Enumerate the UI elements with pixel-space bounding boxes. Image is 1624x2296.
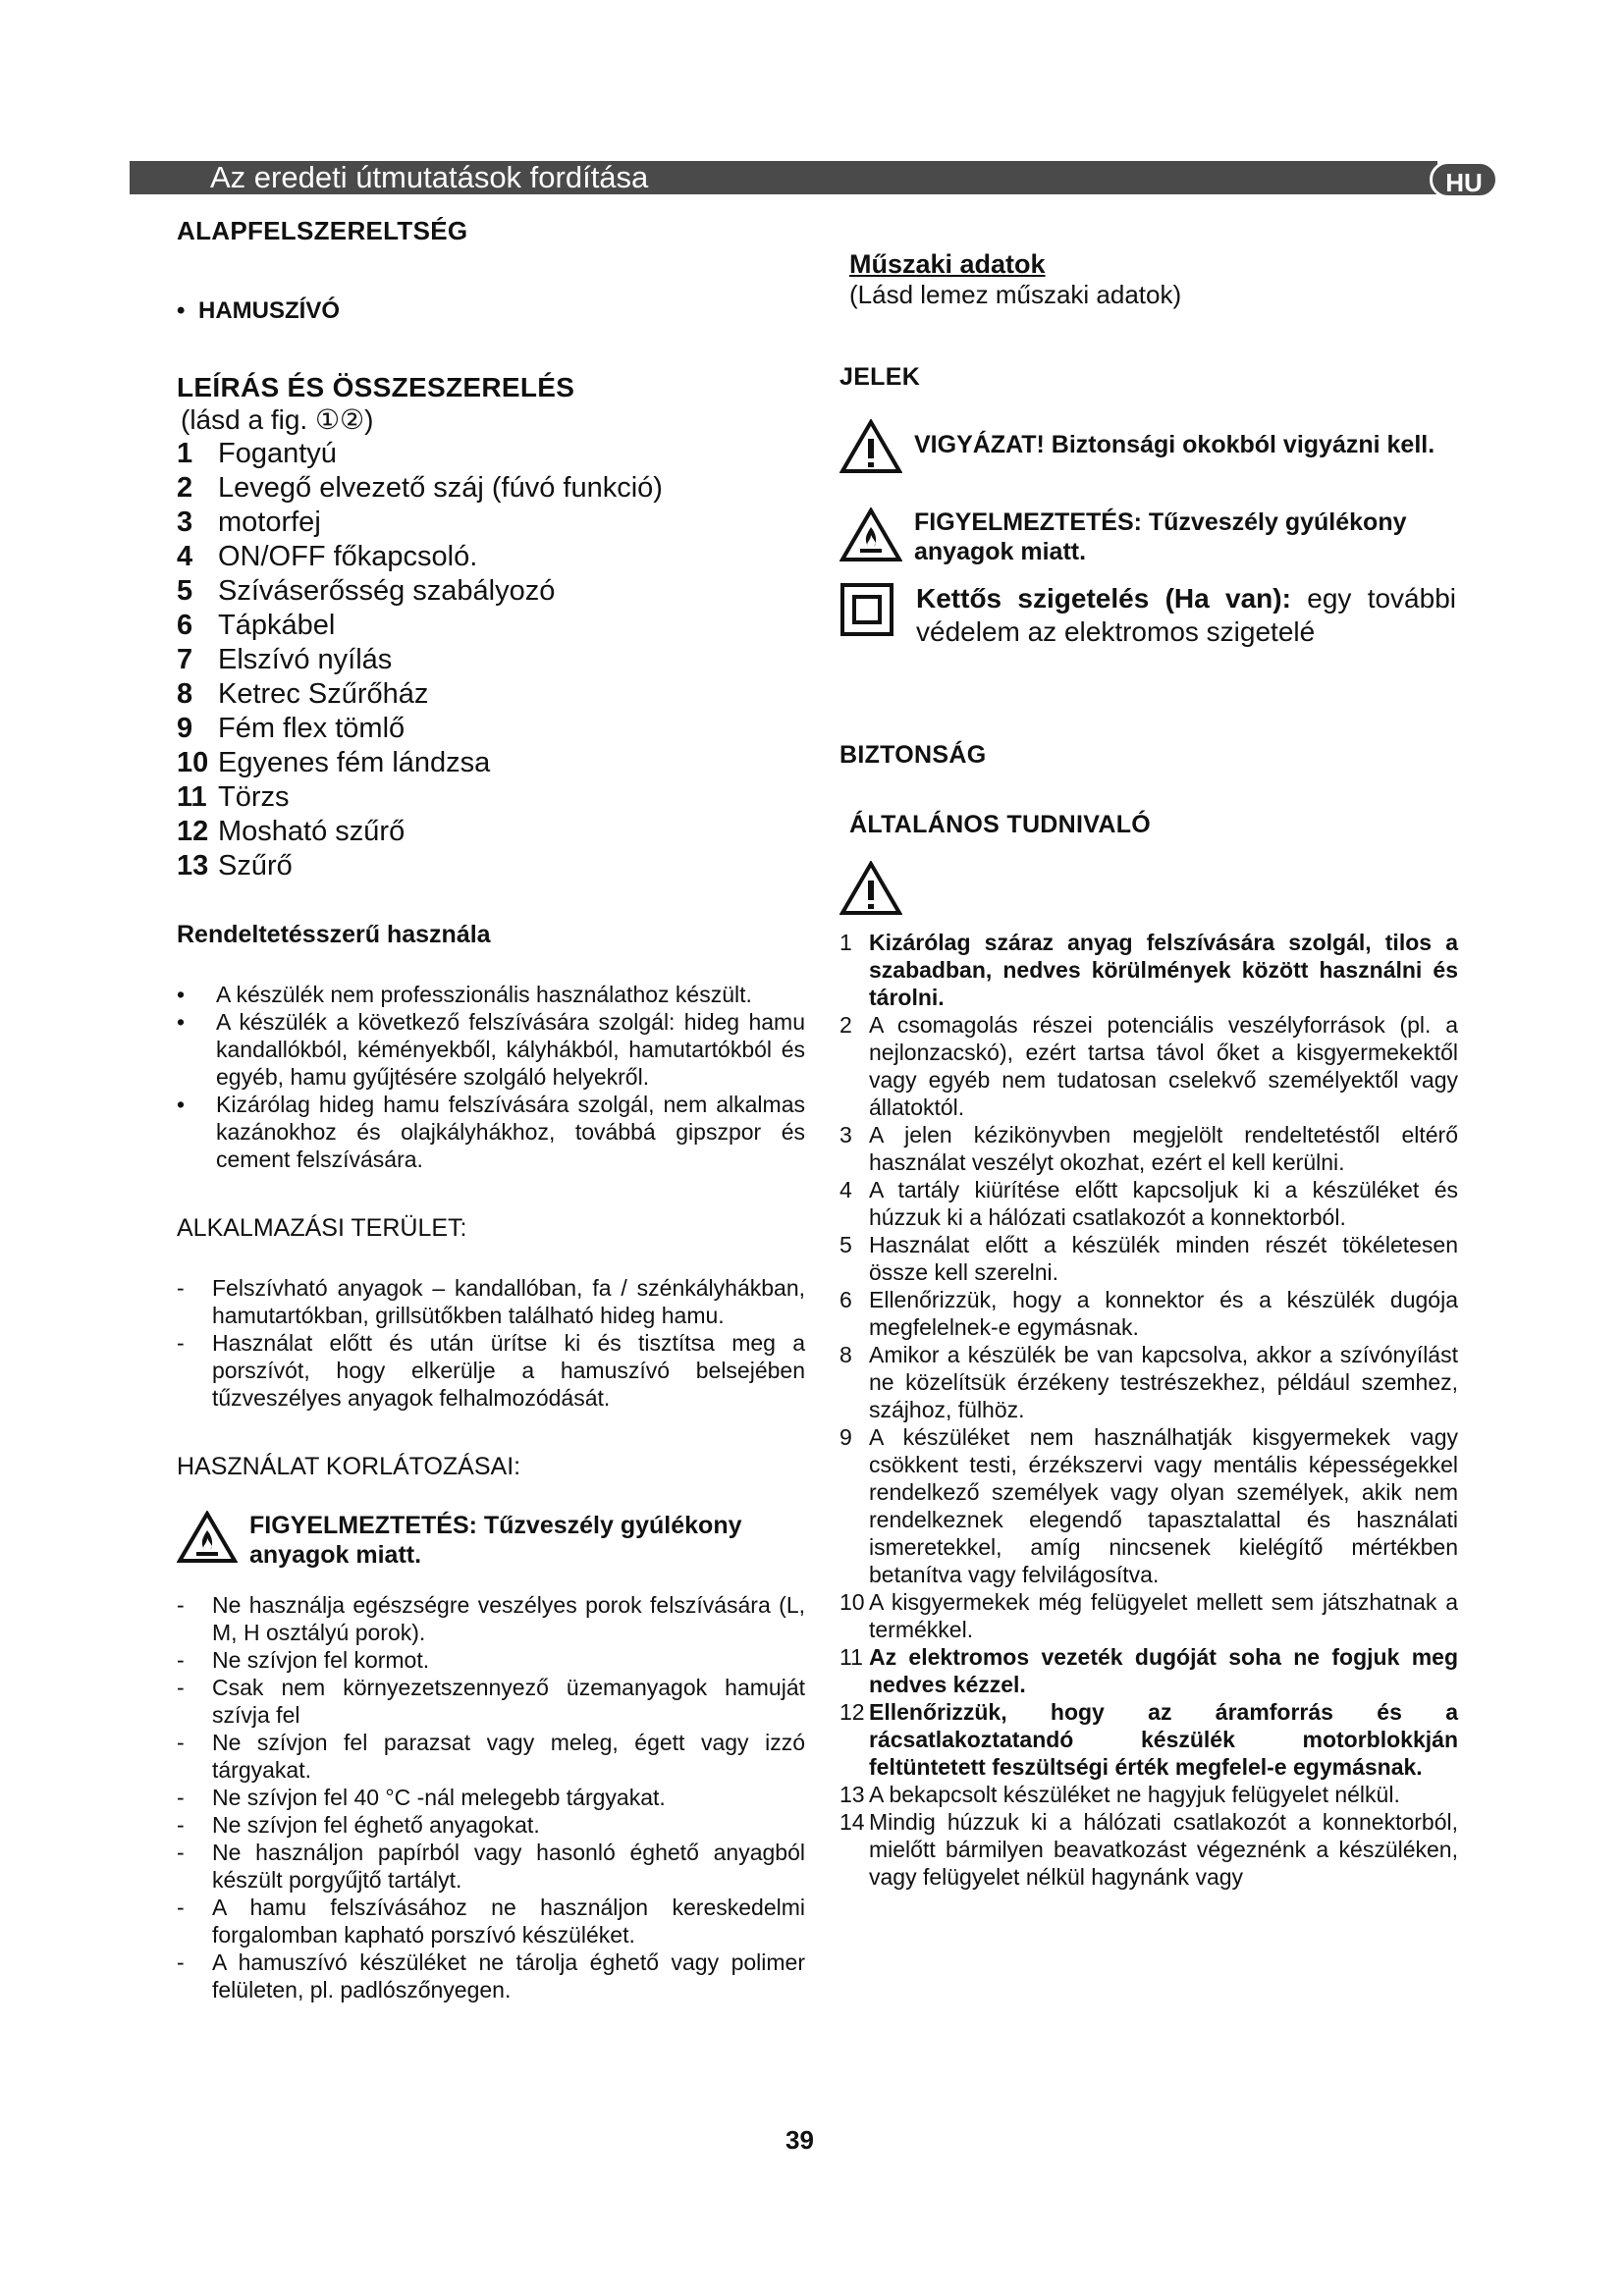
safety-item-text: Ellenőrizzük, hogy a konnektor és a készülék dugója megfelelnek-e egymásnak. (869, 1287, 1458, 1340)
safety-item-text: A bekapcsolt készüléket ne hagyjuk felügyelet nélkül. (869, 1782, 1400, 1807)
part-label: Mosható szűrő (218, 816, 406, 847)
fire-symbol-icon (839, 507, 902, 562)
safety-item-text: Az elektromos vezeték dugóját soha ne fogjuk meg nedves kézzel. (869, 1644, 1458, 1697)
part-label: Törzs (218, 781, 290, 813)
safety-item-text: Amikor a készülék be van kapcsolva, akkor a szívónyílást ne közelítsük érzékeny testrészekhez, például szemhez, szájhoz, fülhöz. (869, 1342, 1458, 1422)
part-label: Elszívó nyílás (218, 644, 393, 675)
part-item (177, 849, 805, 883)
safety-item (839, 1698, 1458, 1781)
part-item (177, 574, 805, 609)
symbols-heading: JELEK (839, 363, 921, 391)
header-title: Az eredeti útmutatások fordítása (210, 160, 649, 194)
safety-item-number: 9 (839, 1424, 852, 1450)
safety-item (839, 1808, 1458, 1891)
fire-warning-icon (177, 1511, 238, 1564)
safety-item (839, 1341, 1458, 1423)
part-item (177, 780, 805, 815)
part-item (177, 437, 805, 471)
part-label: Fém flex tömlő (218, 713, 406, 744)
list-item: • A készülék a következő felszívására szolgál: hideg hamu kandallókból, kéményekből, kályhákból, hamutartókból és egyéb, hamu gyűjtésére szolgáló helyekről. (177, 1008, 805, 1091)
limits-heading: HASZNÁLAT KORLÁTOZÁSAI: (177, 1453, 521, 1480)
part-item (177, 471, 805, 506)
fire-warning-block (177, 1511, 805, 1570)
part-number: 1 (177, 438, 193, 469)
intended-use-heading: Rendeltetésszerű használa (177, 921, 491, 948)
part-item (177, 540, 805, 574)
safety-item-number: 2 (839, 1012, 852, 1038)
part-label: Egyenes fém lándzsa (218, 747, 491, 778)
safety-item (839, 1121, 1458, 1176)
safety-item-number: 11 (839, 1644, 863, 1670)
part-number: 4 (177, 541, 193, 572)
safety-item-text: Mindig húzzuk ki a hálózati csatlakozót a konnektorból, mielőtt bármilyen beavatkozást végeznénk a készüléken, vagy felügyelet nélkül hagynánk vagy (869, 1809, 1458, 1890)
part-item (177, 746, 805, 780)
safety-item-text: Ellenőrizzük, hogy az áramforrás és a rácsatlakoztatandó készülék motorblokkján feltüntetett feszültségi érték megfelel-e egymásnak. (869, 1699, 1458, 1780)
list-item: - Ne szívjon fel kormot. (177, 1646, 805, 1674)
application-heading: ALKALMAZÁSI TERÜLET: (177, 1214, 467, 1242)
part-number: 2 (177, 472, 193, 504)
general-heading: ÁLTALÁNOS TUDNIVALÓ (849, 811, 1152, 838)
list-item: - Ne használja egészségre veszélyes porok felszívására (L, M, H osztályú porok). (177, 1591, 805, 1646)
list-item: • A készülék nem professzionális használathoz készült. (177, 981, 805, 1008)
list-item: - A hamu felszívásához ne használjon kereskedelmi forgalomban kapható porszívó készüléket. (177, 1894, 805, 1949)
safety-list (839, 929, 1458, 1891)
list-item: - Felszívható anyagok – kandallóban, fa / szénkályhákban, hamutartókban, grillsütőkben található hideg hamu. (177, 1274, 805, 1329)
safety-item (839, 1781, 1458, 1808)
right-column (839, 206, 1458, 1891)
list-item: - Használat előtt és után ürítse ki és tisztítsa meg a porszívót, hogy elkerülje a hamuszívó belsejében tűzveszélyes anyagok felhalmozódását. (177, 1329, 805, 1412)
safety-item-number: 6 (839, 1287, 852, 1312)
caution-text: VIGYÁZAT! Biztonsági okokból vigyázni kell. (914, 431, 1435, 458)
safety-item-text: A jelen kézikönyvben megjelölt rendeltetéstől eltérő használat veszélyt okozhat, ezért el kell kerülni. (869, 1122, 1458, 1175)
part-number: 3 (177, 507, 193, 538)
part-number: 5 (177, 575, 193, 607)
part-item (177, 643, 805, 677)
safety-item-number: 5 (839, 1232, 852, 1257)
list-item: - Ne szívjon fel parazsat vagy meleg, égett vagy izzó tárgyakat. (177, 1729, 805, 1784)
equipment-item: • HAMUSZÍVÓ (177, 297, 805, 325)
double-insulation-block (839, 582, 1458, 649)
safety-item-text: A kisgyermekek még felügyelet mellett sem játszhatnak a termékkel. (869, 1589, 1458, 1642)
part-label: Ketrec Szűrőház (218, 678, 429, 710)
header-bar (130, 161, 1437, 194)
caution-icon (839, 419, 902, 474)
list-item: • Kizárólag hideg hamu felszívására szolgál, nem alkalmas kazánokhoz és olajkályhákhoz, továbbá gipszpor és cement felszívására. (177, 1091, 805, 1173)
list-item: - Csak nem környezetszennyező üzemanyagok hamuját szívja fel (177, 1674, 805, 1729)
part-label: Fogantyú (218, 438, 337, 469)
part-number: 10 (177, 747, 209, 778)
part-item (177, 712, 805, 746)
part-label: Tápkábel (218, 610, 336, 641)
part-item (177, 677, 805, 712)
part-item (177, 609, 805, 643)
description-see: (lásd a fig. ①②) (181, 404, 374, 435)
safety-item-number: 4 (839, 1177, 852, 1202)
safety-item (839, 1231, 1458, 1286)
safety-item-number: 12 (839, 1699, 865, 1725)
part-label: Szűrő (218, 850, 293, 881)
safety-item (839, 1286, 1458, 1341)
safety-item-text: A csomagolás részei potenciális veszélyforrások (pl. a nejlonzacskó), ezért tartsa távol őket a kisgyermekektől vagy egyéb nem tudatosan cselekvő személyektől vagy állatoktól. (869, 1012, 1458, 1120)
safety-item-number: 10 (839, 1589, 865, 1615)
part-label: Levegő elvezető száj (fúvó funkció) (218, 472, 663, 504)
safety-item-number: 8 (839, 1342, 852, 1367)
fire-warning-text: FIGYELMEZTETÉS: Tűzveszély gyúlékony anyagok miatt. (249, 1512, 742, 1569)
application-list (177, 1274, 805, 1412)
part-number: 13 (177, 850, 209, 881)
safety-item-number: 3 (839, 1122, 852, 1148)
list-item: - Ne használjon papírból vagy hasonló éghető anyagból készült porgyűjtő tartályt. (177, 1839, 805, 1894)
part-label: Szíváserősség szabályozó (218, 575, 556, 607)
safety-heading: BIZTONSÁG (839, 741, 987, 769)
part-item (177, 815, 805, 849)
safety-item-number: 13 (839, 1782, 865, 1807)
parts-list (177, 437, 805, 883)
general-caution-icon (839, 861, 902, 916)
intended-use-list (177, 981, 805, 1173)
double-insulation-icon (839, 582, 894, 637)
language-badge: HU (1430, 161, 1498, 198)
description-heading: LEÍRÁS ÉS ÖSSZESZERELÉS (177, 372, 575, 402)
tech-data-note: (Lásd lemez műszaki adatok) (849, 280, 1182, 309)
part-number: 12 (177, 816, 209, 847)
safety-item-number: 1 (839, 930, 852, 955)
safety-item (839, 929, 1458, 1011)
caution-block (839, 419, 1458, 474)
fire-symbol-block (839, 507, 1458, 566)
part-label: motorfej (218, 507, 321, 538)
part-item (177, 506, 805, 540)
list-item: - Ne szívjon fel éghető anyagokat. (177, 1811, 805, 1839)
part-number: 11 (177, 781, 207, 813)
safety-item-text: A tartály kiürítése előtt kapcsoljuk ki a készüléket és húzzuk ki a hálózati csatlakozót a konnektorból. (869, 1177, 1458, 1230)
safety-item (839, 1176, 1458, 1231)
part-number: 6 (177, 610, 193, 641)
equipment-heading: ALAPFELSZERELTSÉG (177, 216, 468, 245)
list-item: - Ne szívjon fel 40 °C -nál melegebb tárgyakat. (177, 1784, 805, 1811)
safety-item (839, 1588, 1458, 1643)
page-number: 39 (785, 2125, 814, 2155)
left-column (177, 206, 805, 2003)
safety-item-text: Használat előtt a készülék minden részét tökéletesen össze kell szerelni. (869, 1232, 1458, 1285)
double-insulation-label: Kettős szigetelés (Ha van): (916, 583, 1291, 614)
part-number: 9 (177, 713, 193, 744)
tech-data-heading: Műszaki adatok (849, 249, 1046, 279)
list-item: - A hamuszívó készüléket ne tárolja éghető vagy polimer felületen, pl. padlószőnyegen. (177, 1949, 805, 2003)
safety-item-number: 14 (839, 1809, 865, 1835)
safety-item (839, 1011, 1458, 1121)
limits-list (177, 1591, 805, 2003)
safety-item (839, 1423, 1458, 1588)
double-insulation-text: egy további védelem az elektromos szigetelé (916, 583, 1456, 647)
part-label: ON/OFF főkapcsoló. (218, 541, 478, 572)
part-number: 7 (177, 644, 193, 675)
safety-item (839, 1643, 1458, 1698)
fire-symbol-text: FIGYELMEZTETÉS: Tűzveszély gyúlékony anyagok miatt. (914, 508, 1407, 565)
safety-item-text: A készüléket nem használhatják kisgyermekek vagy csökkent testi, érzékszervi vagy mentális képességekkel rendelkező személyek vagy olyan személyek, akik nem rendelkeznek elegendő tapasztalattal és használati ismeretekkel, amíg nincsenek kielégítő mértékben betanítva vagy felvilágosítva. (869, 1424, 1458, 1587)
safety-item-text: Kizárólag száraz anyag felszívására szolgál, tilos a szabadban, nedves körülmények között használni és tárolni. (869, 930, 1458, 1010)
part-number: 8 (177, 678, 193, 710)
